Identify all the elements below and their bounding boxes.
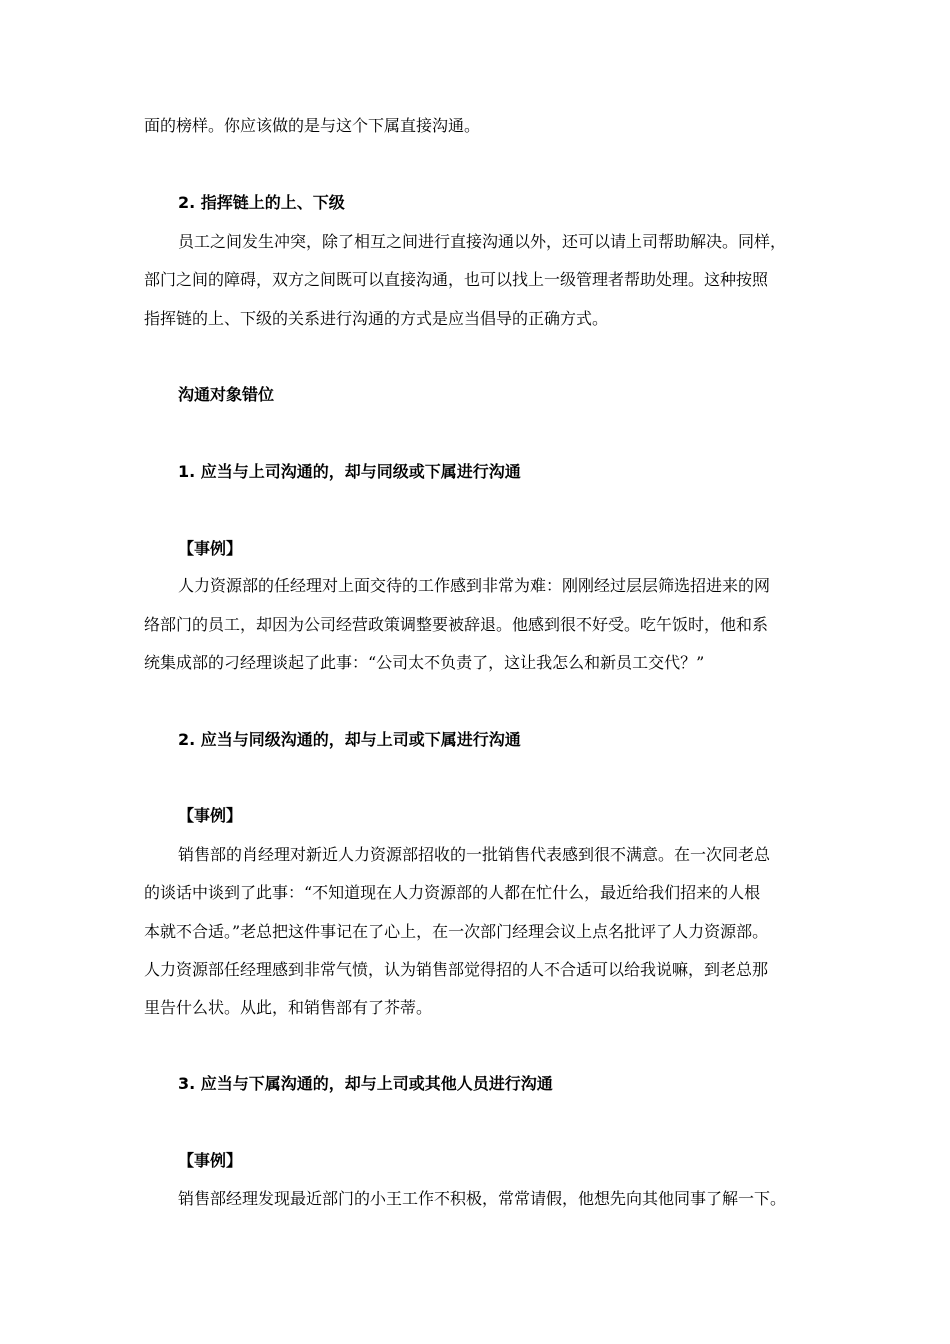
subheading-case-2: 2. 应当与同级沟通的，却与上司或下属进行沟通 [178, 730, 521, 749]
case-paragraph-line: 本就不合适。”老总把这件事记在了心上，在一次部门经理会议上点名批评了人力资源部。 [144, 922, 769, 941]
section-heading-chain-of-command: 2. 指挥链上的上、下级 [178, 193, 345, 212]
case-paragraph-line: 销售部经理发现最近部门的小王工作不积极，常常请假，他想先向其他同事了解一下。 [178, 1189, 787, 1208]
case-label: 【事例】 [178, 539, 243, 558]
paragraph-line: 员工之间发生冲突，除了相互之间进行直接沟通以外，还可以请上司帮助解决。同样， [178, 232, 787, 251]
subheading-case-1: 1. 应当与上司沟通的，却与同级或下属进行沟通 [178, 462, 521, 481]
paragraph-line: 面的榜样。你应该做的是与这个下属直接沟通。 [144, 116, 481, 135]
section-heading-misplaced-target: 沟通对象错位 [178, 385, 275, 404]
case-paragraph-line: 的谈话中谈到了此事：“不知道现在人力资源部的人都在忙什么，最近给我们招来的人根 [144, 883, 761, 902]
paragraph-line: 部门之间的障碍，双方之间既可以直接沟通，也可以找上一级管理者帮助处理。这种按照 [144, 270, 769, 289]
case-paragraph-line: 统集成部的刁经理谈起了此事：“公司太不负责了，这让我怎么和新员工交代？” [144, 653, 705, 672]
paragraph-line: 指挥链的上、下级的关系进行沟通的方式是应当倡导的正确方式。 [144, 309, 609, 328]
case-paragraph-line: 里告什么状。从此，和销售部有了芥蒂。 [144, 998, 433, 1017]
case-paragraph-line: 销售部的肖经理对新近人力资源部招收的一批销售代表感到很不满意。在一次同老总 [178, 845, 771, 864]
case-label: 【事例】 [178, 1151, 243, 1170]
case-paragraph-line: 络部门的员工，却因为公司经营政策调整要被辞退。他感到很不好受。吃午饭时，他和系 [144, 615, 769, 634]
case-paragraph-line: 人力资源部任经理感到非常气愤，认为销售部觉得招的人不合适可以给我说嘛，到老总那 [144, 960, 769, 979]
case-label: 【事例】 [178, 806, 243, 825]
case-paragraph-line: 人力资源部的任经理对上面交待的工作感到非常为难：刚刚经过层层筛选招进来的网 [178, 576, 771, 595]
subheading-case-3: 3. 应当与下属沟通的，却与上司或其他人员进行沟通 [178, 1074, 553, 1093]
